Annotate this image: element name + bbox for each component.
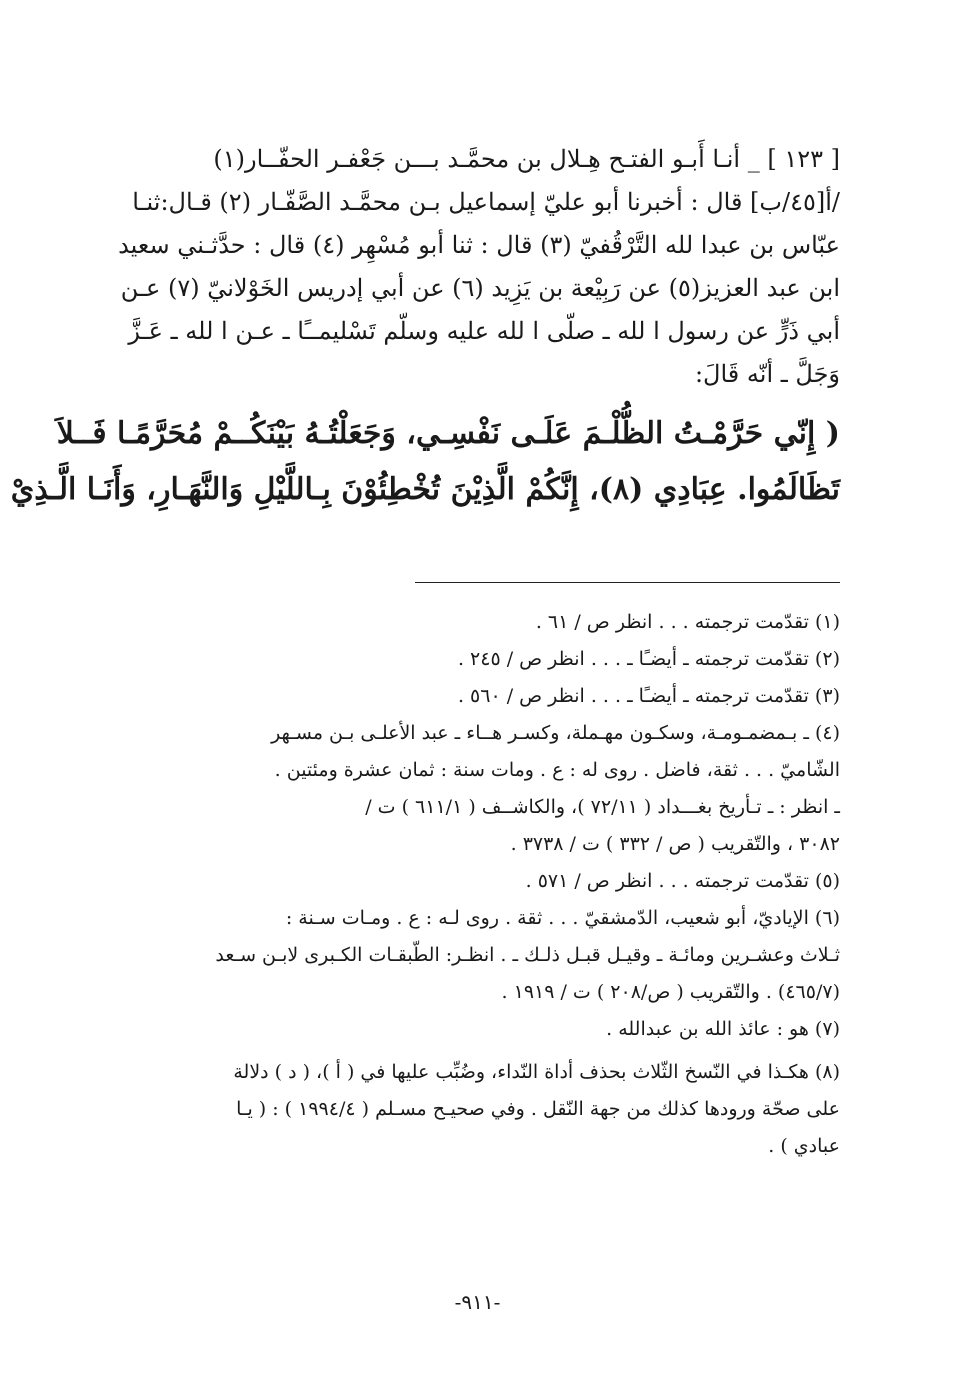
footnote-line: (٤) ـ بـمضمـومـة، وسكـون مهـملة، وكسـر هــاء ـ عبد الأعلـى بـن مسـهر	[271, 722, 840, 744]
footnote-line: (٥) تقدّمت ترجمته . . . انظر ص / ٥٧١ .	[525, 870, 840, 892]
footnote-line: (٨) هكـذا في النّسخ الثّلاث بحذف أداة النّداء، وضُبِّب عليها في ( أ )، ( د ) دلالة	[233, 1061, 840, 1083]
footnote-line: ثـلاث وعشـرين ومائـة ـ وقيـل قبـل ذلـك ـ . انظـر: الطّبقـات الكـبرى لابـن سـعد	[215, 944, 840, 966]
footnote-line: الشّاميّ . . . ثقة، فاضل . روى له : ع . ومات سنة : ثمان عشرة ومئتين .	[274, 759, 840, 781]
main-text-line: ابن عبد العزيز(٥) عن رَبِيْعة بن يَزِيد (٦) عن أبي إدريس الخَوْلانيّ (٧) عـن	[120, 274, 840, 302]
main-text-line: عبّاس بن عبدا لله التَّرْقُفيّ (٣) قال : ثنا أبو مُسْهِر (٤) قال : حدَّثـني سعيد	[118, 231, 840, 259]
footnote-line: (٣) تقدّمت ترجمته ـ أيضـًا ـ . . . انظر ص / ٥٦٠ .	[457, 685, 840, 707]
footnote-line: ـ انظر : ـ تـأريخ بغـــداد ( ٧٢/١١ )، والكاشــف ( ٦١١/١ ) ت /	[365, 796, 840, 818]
footnote-line: عبادي ) .	[768, 1135, 840, 1157]
footnote-divider	[415, 582, 840, 583]
main-text-line: [ ١٢٣ ] _ أنـا أَبـو الفتـح هِـلال بن محمَّـد بـــن جَعْفـر الحفّــار(١)	[213, 145, 840, 173]
footnote-line: (٢) تقدّمت ترجمته ـ أيضـًا ـ . . . انظر ص / ٢٤٥ .	[457, 648, 840, 670]
footnote-line: (٤٦٥/٧) . والتّقريب ( ص/٢٠٨ ) ت / ١٩١٩ .	[501, 981, 840, 1003]
hadith-text-line: ( إِنّي حَرَّمْـتُ الظُّلْـمَ عَلَـى نَفْسِـي، وَجَعَلْتُـهُ بَيْنَكُــمْ مُحَرَّمًـا فَــلاَ	[56, 416, 840, 451]
main-text-block	[10, 138, 840, 518]
footnote-line: (٧) هو : عائذ الله بن عبدالله .	[606, 1018, 840, 1040]
footnote-line: (٦) الإياديّ، أبو شعيب، الدّمشقيّ . . . ثقة . روى لـه : ع . ومـات سـنة :	[285, 907, 840, 929]
hadith-text-line: تَظَالَمُوا. عِبَادِي (٨)، إِنَّكُمْ الَّذِيْنَ تُخْطِئُوْنَ بِـاللَّيْلِ وَالنَّهَـارِ، وَأَنَـا الَّـذِيْ	[10, 472, 840, 507]
footnote-line: ٣٠٨٢ ، والتّقريب ( ص / ٣٣٢ ) ت / ٣٧٣٨ .	[510, 833, 840, 855]
main-text-line: /أ[٤٥/ب] قال : أخبرنا أبو عليّ إسماعيل بـن محمَّـد الصَّفّـار (٢) قـال:ثنـا	[132, 188, 840, 216]
footnote-line: (١) تقدّمت ترجمته . . . انظر ص / ٦١ .	[535, 611, 840, 633]
footnote-line: على صحّة ورودها كذلك من جهة النّقل . وفي صحيـح مسـلم ( ١٩٩٤/٤ ) : ( يـا	[236, 1098, 840, 1120]
hadith-text-block	[10, 406, 840, 518]
main-text-line: وَجَلَّ ـ أنّه قَالَ:	[694, 360, 840, 388]
footnotes-block	[130, 604, 840, 1165]
main-text-line: أبي ذَرٍّ عن رسول ا لله ـ صلّى ا لله عليه وسلّم تَسْليمــًا ـ عـن ا لله ـ عَـزَّ	[128, 317, 840, 345]
page-number: -٩١١-	[454, 1290, 501, 1314]
